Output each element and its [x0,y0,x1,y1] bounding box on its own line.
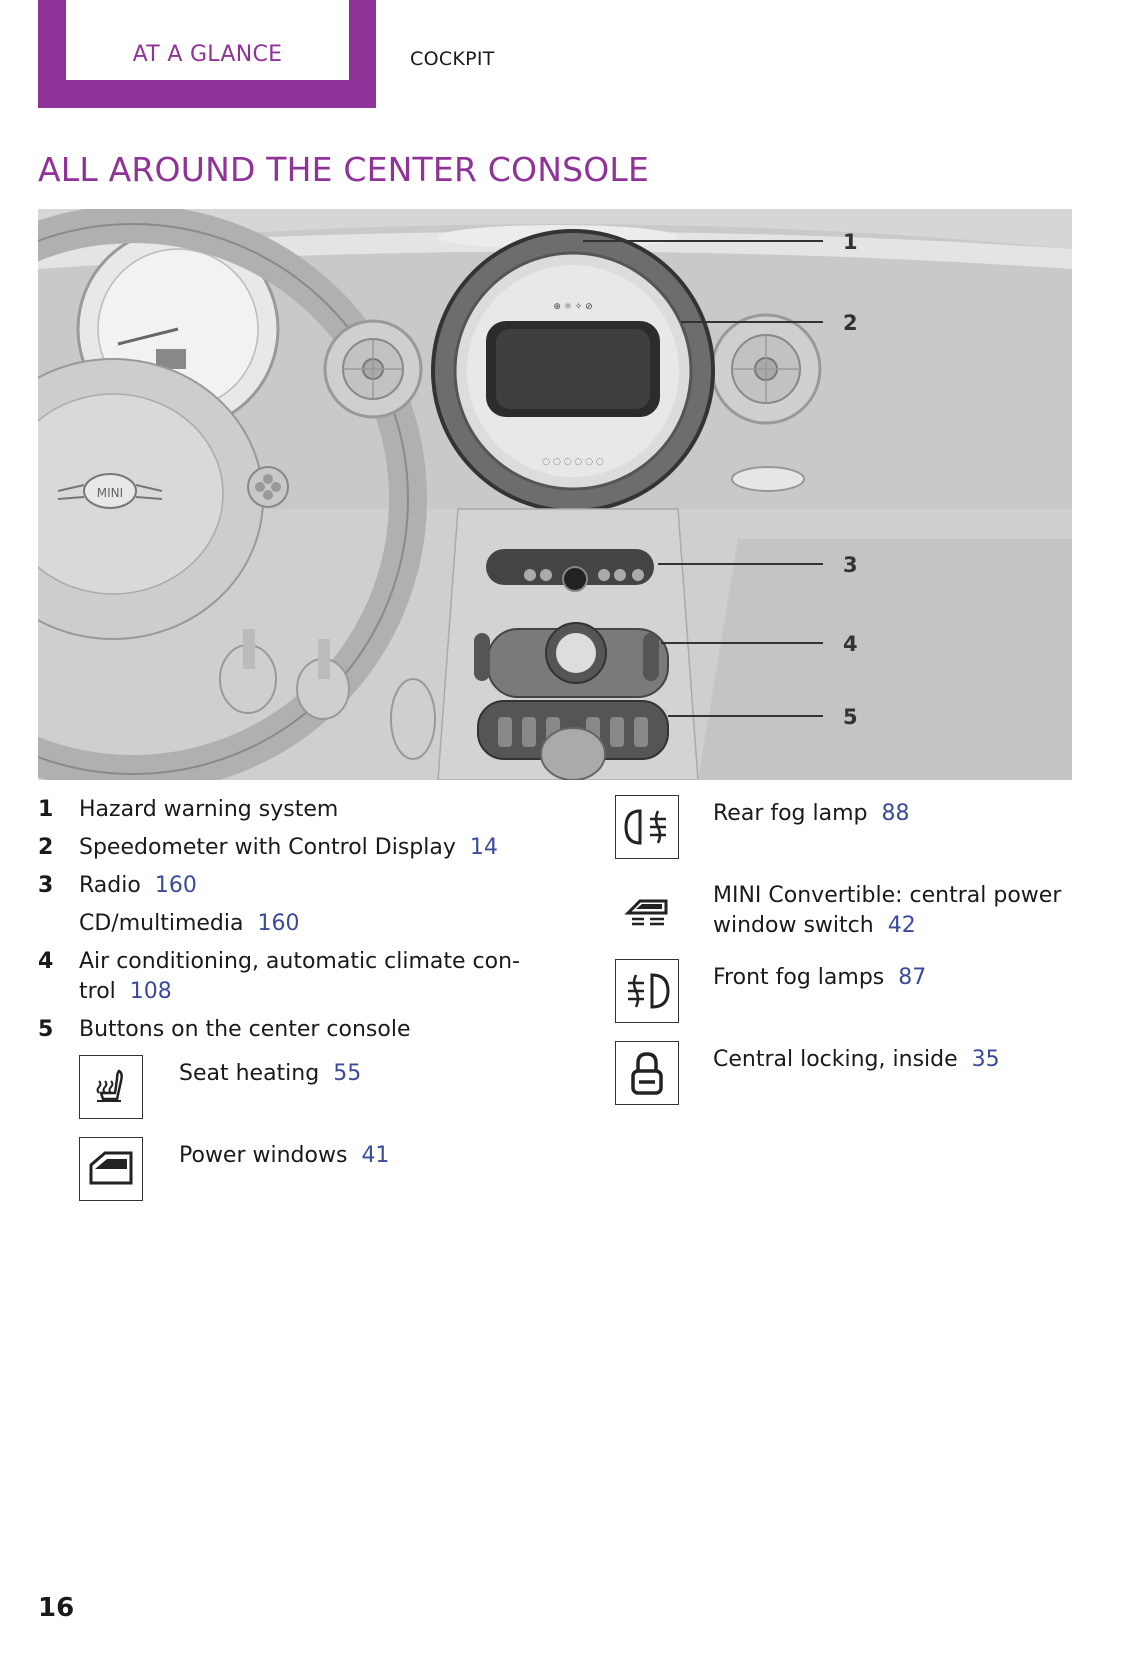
page-ref-link[interactable]: 55 [333,1061,362,1086]
seat-heating-icon [79,1055,143,1119]
page-ref-link[interactable]: 160 [154,873,197,898]
power-windows-icon [79,1137,143,1201]
page-ref-link[interactable]: 14 [469,835,498,860]
legend-item-4: 4 Air conditioning, automatic climate con- trol 108 [38,949,520,1004]
svg-text:◌ ◌ ◌ ◌ ◌ ◌: ◌ ◌ ◌ ◌ ◌ ◌ [542,457,604,467]
page-ref-link[interactable]: 108 [129,979,172,1004]
legend-item-1: 1 Hazard warning system [38,797,339,822]
callout-4: 4 [843,632,858,656]
center-console-drawing [38,209,1072,780]
legend-list [38,795,558,1219]
page-ref-link[interactable]: 35 [971,1047,1000,1072]
page-ref-link[interactable]: 87 [898,965,927,990]
button-entry-seat-heating [79,1055,558,1137]
cockpit-illustration [38,209,1072,780]
convertible-window-label-line2: window switch [713,913,874,938]
rear-fog-lamp-icon [615,795,679,859]
button-legend-right [615,795,1075,1123]
rear-fog-lamp-label: Rear fog lamp [713,801,868,826]
page-number: 16 [38,1593,75,1623]
page-ref-link[interactable]: 88 [881,801,910,826]
convertible-window-label-line1: MINI Convertible: central power [713,883,1062,908]
front-fog-lamps-label: Front fog lamps [713,965,885,990]
legend-item-3b: CD/multimedia 160 [79,911,300,936]
button-entry-power-windows [79,1137,558,1219]
legend-item-3: 3 Radio 160 [38,873,197,898]
mini-logo-text: MINI [96,486,124,500]
button-entry-central-locking [615,1041,1075,1123]
callout-1: 1 [843,230,858,254]
legend-item-2: 2 Speedometer with Control Display 14 [38,835,498,860]
callout-5: 5 [843,705,858,729]
page-ref-link[interactable]: 42 [887,913,916,938]
convertible-window-switch-icon [615,877,679,941]
chapter-tab-label: AT A GLANCE [132,42,283,67]
svg-text:⊕ ☼ ✧ ⊘: ⊕ ☼ ✧ ⊘ [553,302,593,312]
front-fog-lamps-icon [615,959,679,1023]
button-entry-convertible-window [615,877,1075,959]
page-ref-link[interactable]: 160 [257,911,300,936]
section-label: COCKPIT [410,48,495,70]
central-locking-icon [615,1041,679,1105]
page-ref-link[interactable]: 41 [361,1143,390,1168]
central-locking-label: Central locking, inside [713,1047,958,1072]
legend-item-5: 5 Buttons on the center console [38,1017,411,1042]
page-title: ALL AROUND THE CENTER CONSOLE [38,150,650,189]
seat-heating-label: Seat heating [179,1061,320,1086]
button-entry-front-fog [615,959,1075,1041]
callout-3: 3 [843,553,858,577]
callout-2: 2 [843,311,858,335]
chapter-tab [38,0,376,108]
power-windows-label: Power windows [179,1143,348,1168]
button-entry-rear-fog [615,795,1075,877]
